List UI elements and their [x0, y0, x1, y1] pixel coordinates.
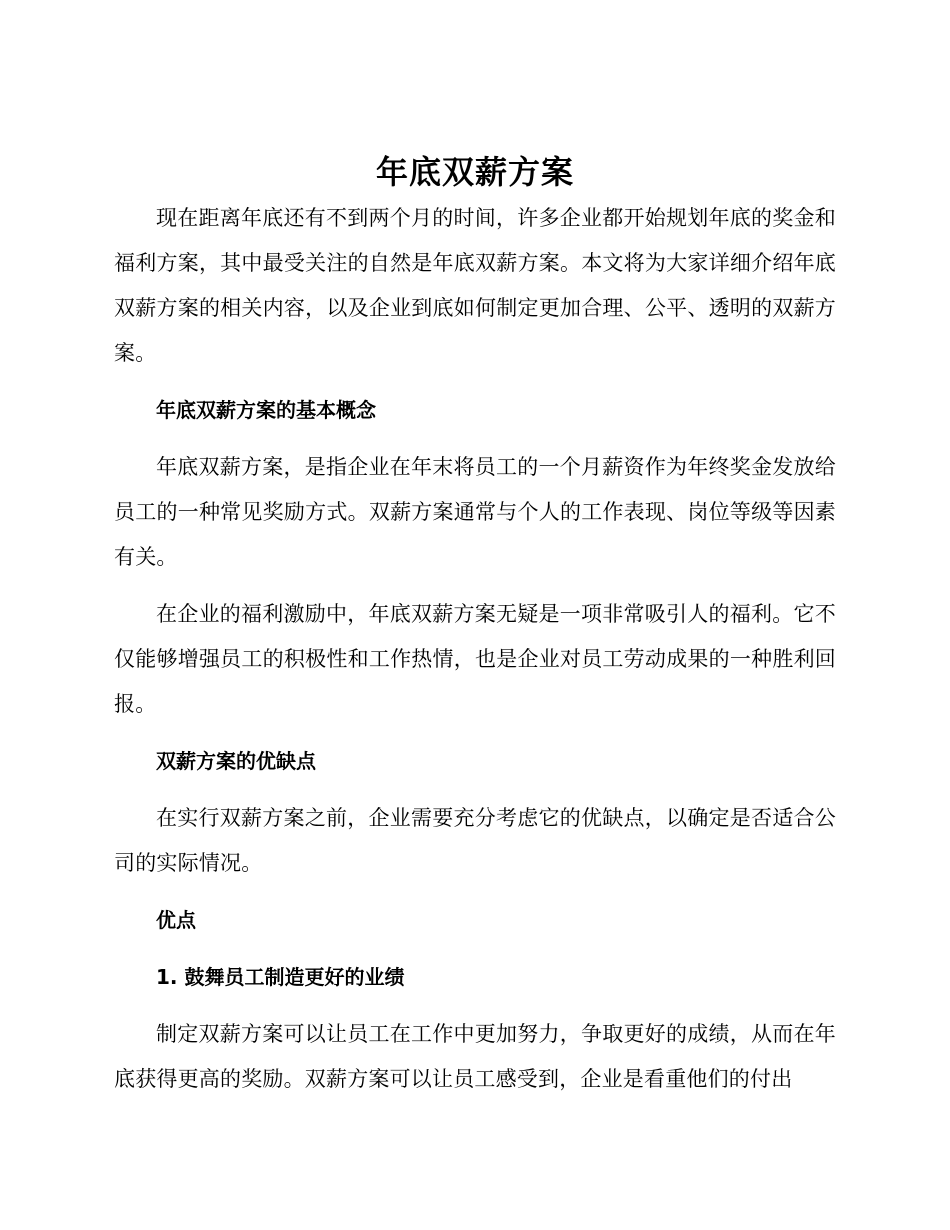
intro-paragraph: 现在距离年底还有不到两个月的时间，许多企业都开始规划年底的奖金和福利方案，其中最受关注的自然是年底双薪方案。本文将为大家详细介绍年底双薪方案的相关内容，以及企业到底如何制定更加合理、公平、透明的双薪方案。 — [114, 206, 836, 365]
advantage-point-1-heading: 1. 鼓舞员工制造更好的业绩 — [156, 965, 405, 989]
concept-paragraph-2: 在企业的福利激励中，年底双薪方案无疑是一项非常吸引人的福利。它不仅能够增强员工的积极性和工作热情，也是企业对员工劳动成果的一种胜利回报。 — [114, 602, 836, 716]
section-heading-basic-concept: 年底双薪方案的基本概念 — [156, 398, 376, 422]
advantage-point-1-paragraph: 制定双薪方案可以让员工在工作中更加努力，争取更好的成绩，从而在年底获得更高的奖励。双薪方案可以让员工感受到，企业是看重他们的付出 — [114, 1022, 836, 1091]
advantages-heading: 优点 — [156, 908, 196, 932]
concept-paragraph-1: 年底双薪方案，是指企业在年末将员工的一个月薪资作为年终奖金发放给员工的一种常见奖励方式。双薪方案通常与个人的工作表现、岗位等级等因素有关。 — [114, 455, 836, 569]
document-title: 年底双薪方案 — [375, 153, 574, 191]
pros-cons-paragraph: 在实行双薪方案之前，企业需要充分考虑它的优缺点，以确定是否适合公司的实际情况。 — [114, 806, 836, 875]
section-heading-pros-cons: 双薪方案的优缺点 — [156, 749, 316, 773]
